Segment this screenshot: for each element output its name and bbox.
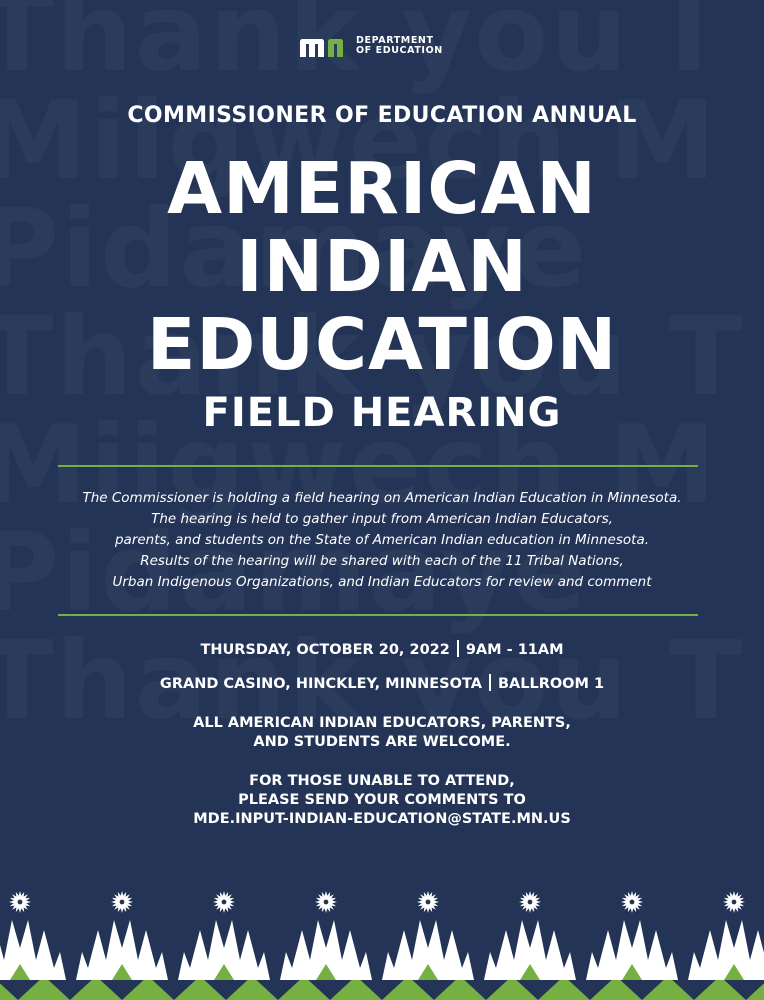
event-location [0, 674, 764, 694]
comments-line: FOR THOSE UNABLE TO ATTEND, [249, 773, 515, 789]
welcome-line: ALL AMERICAN INDIAN EDUCATORS, PARENTS, [193, 715, 571, 731]
comments-message [0, 772, 764, 829]
star-icon [412, 886, 443, 917]
mn-logo-icon [300, 35, 352, 57]
logo-line: DEPARTMENT [356, 34, 434, 46]
description-line: parents, and students on the State of American Indian education in Minnesota. [114, 532, 650, 548]
welcome-line: AND STUDENTS ARE WELCOME. [253, 734, 511, 750]
logo-text [356, 36, 443, 57]
star-icon [208, 886, 239, 917]
comments-email: MDE.INPUT-INDIAN-EDUCATION@STATE.MN.US [193, 811, 571, 827]
star-icon [718, 886, 749, 917]
white-peak-row [0, 920, 764, 980]
separator-bar [457, 640, 459, 657]
description [0, 488, 764, 593]
star-icon [514, 886, 545, 917]
star-icon [310, 886, 341, 917]
main-title [0, 147, 764, 386]
green-divider [58, 465, 698, 467]
welcome-message [0, 714, 764, 752]
description-line: The hearing is held to gather input from American Indian Educators, [151, 511, 613, 527]
title-line: EDUCATION [146, 303, 618, 386]
separator-bar [489, 674, 491, 691]
star-icon [4, 886, 35, 917]
decorative-border [0, 880, 764, 1000]
comments-line: PLEASE SEND YOUR COMMENTS TO [238, 792, 526, 808]
description-line: Urban Indigenous Organizations, and Indian Educators for review and comment [112, 574, 652, 590]
description-line: The Commissioner is holding a field hearing on American Indian Education in Minnesota. [82, 490, 682, 506]
subtitle: COMMISSIONER OF EDUCATION ANNUAL [127, 103, 637, 128]
green-divider [58, 614, 698, 616]
star-icon [616, 886, 647, 917]
star-icon [106, 886, 137, 917]
event-date-time [0, 640, 764, 660]
logo-line: OF EDUCATION [356, 45, 443, 56]
venue-name: GRAND CASINO, HINCKLEY, MINNESOTA [159, 676, 482, 692]
room-name: BALLROOM 1 [497, 676, 605, 692]
event-date: THURSDAY, OCTOBER 20, 2022 [200, 642, 450, 658]
title-line: AMERICAN [167, 147, 597, 230]
event-time: 9AM - 11AM [465, 642, 564, 658]
field-hearing-heading: FIELD HEARING [202, 390, 562, 436]
mde-logo [300, 34, 443, 58]
title-line: INDIAN [236, 225, 528, 308]
description-line: Results of the hearing will be shared with each of the 11 Tribal Nations, [140, 553, 624, 569]
